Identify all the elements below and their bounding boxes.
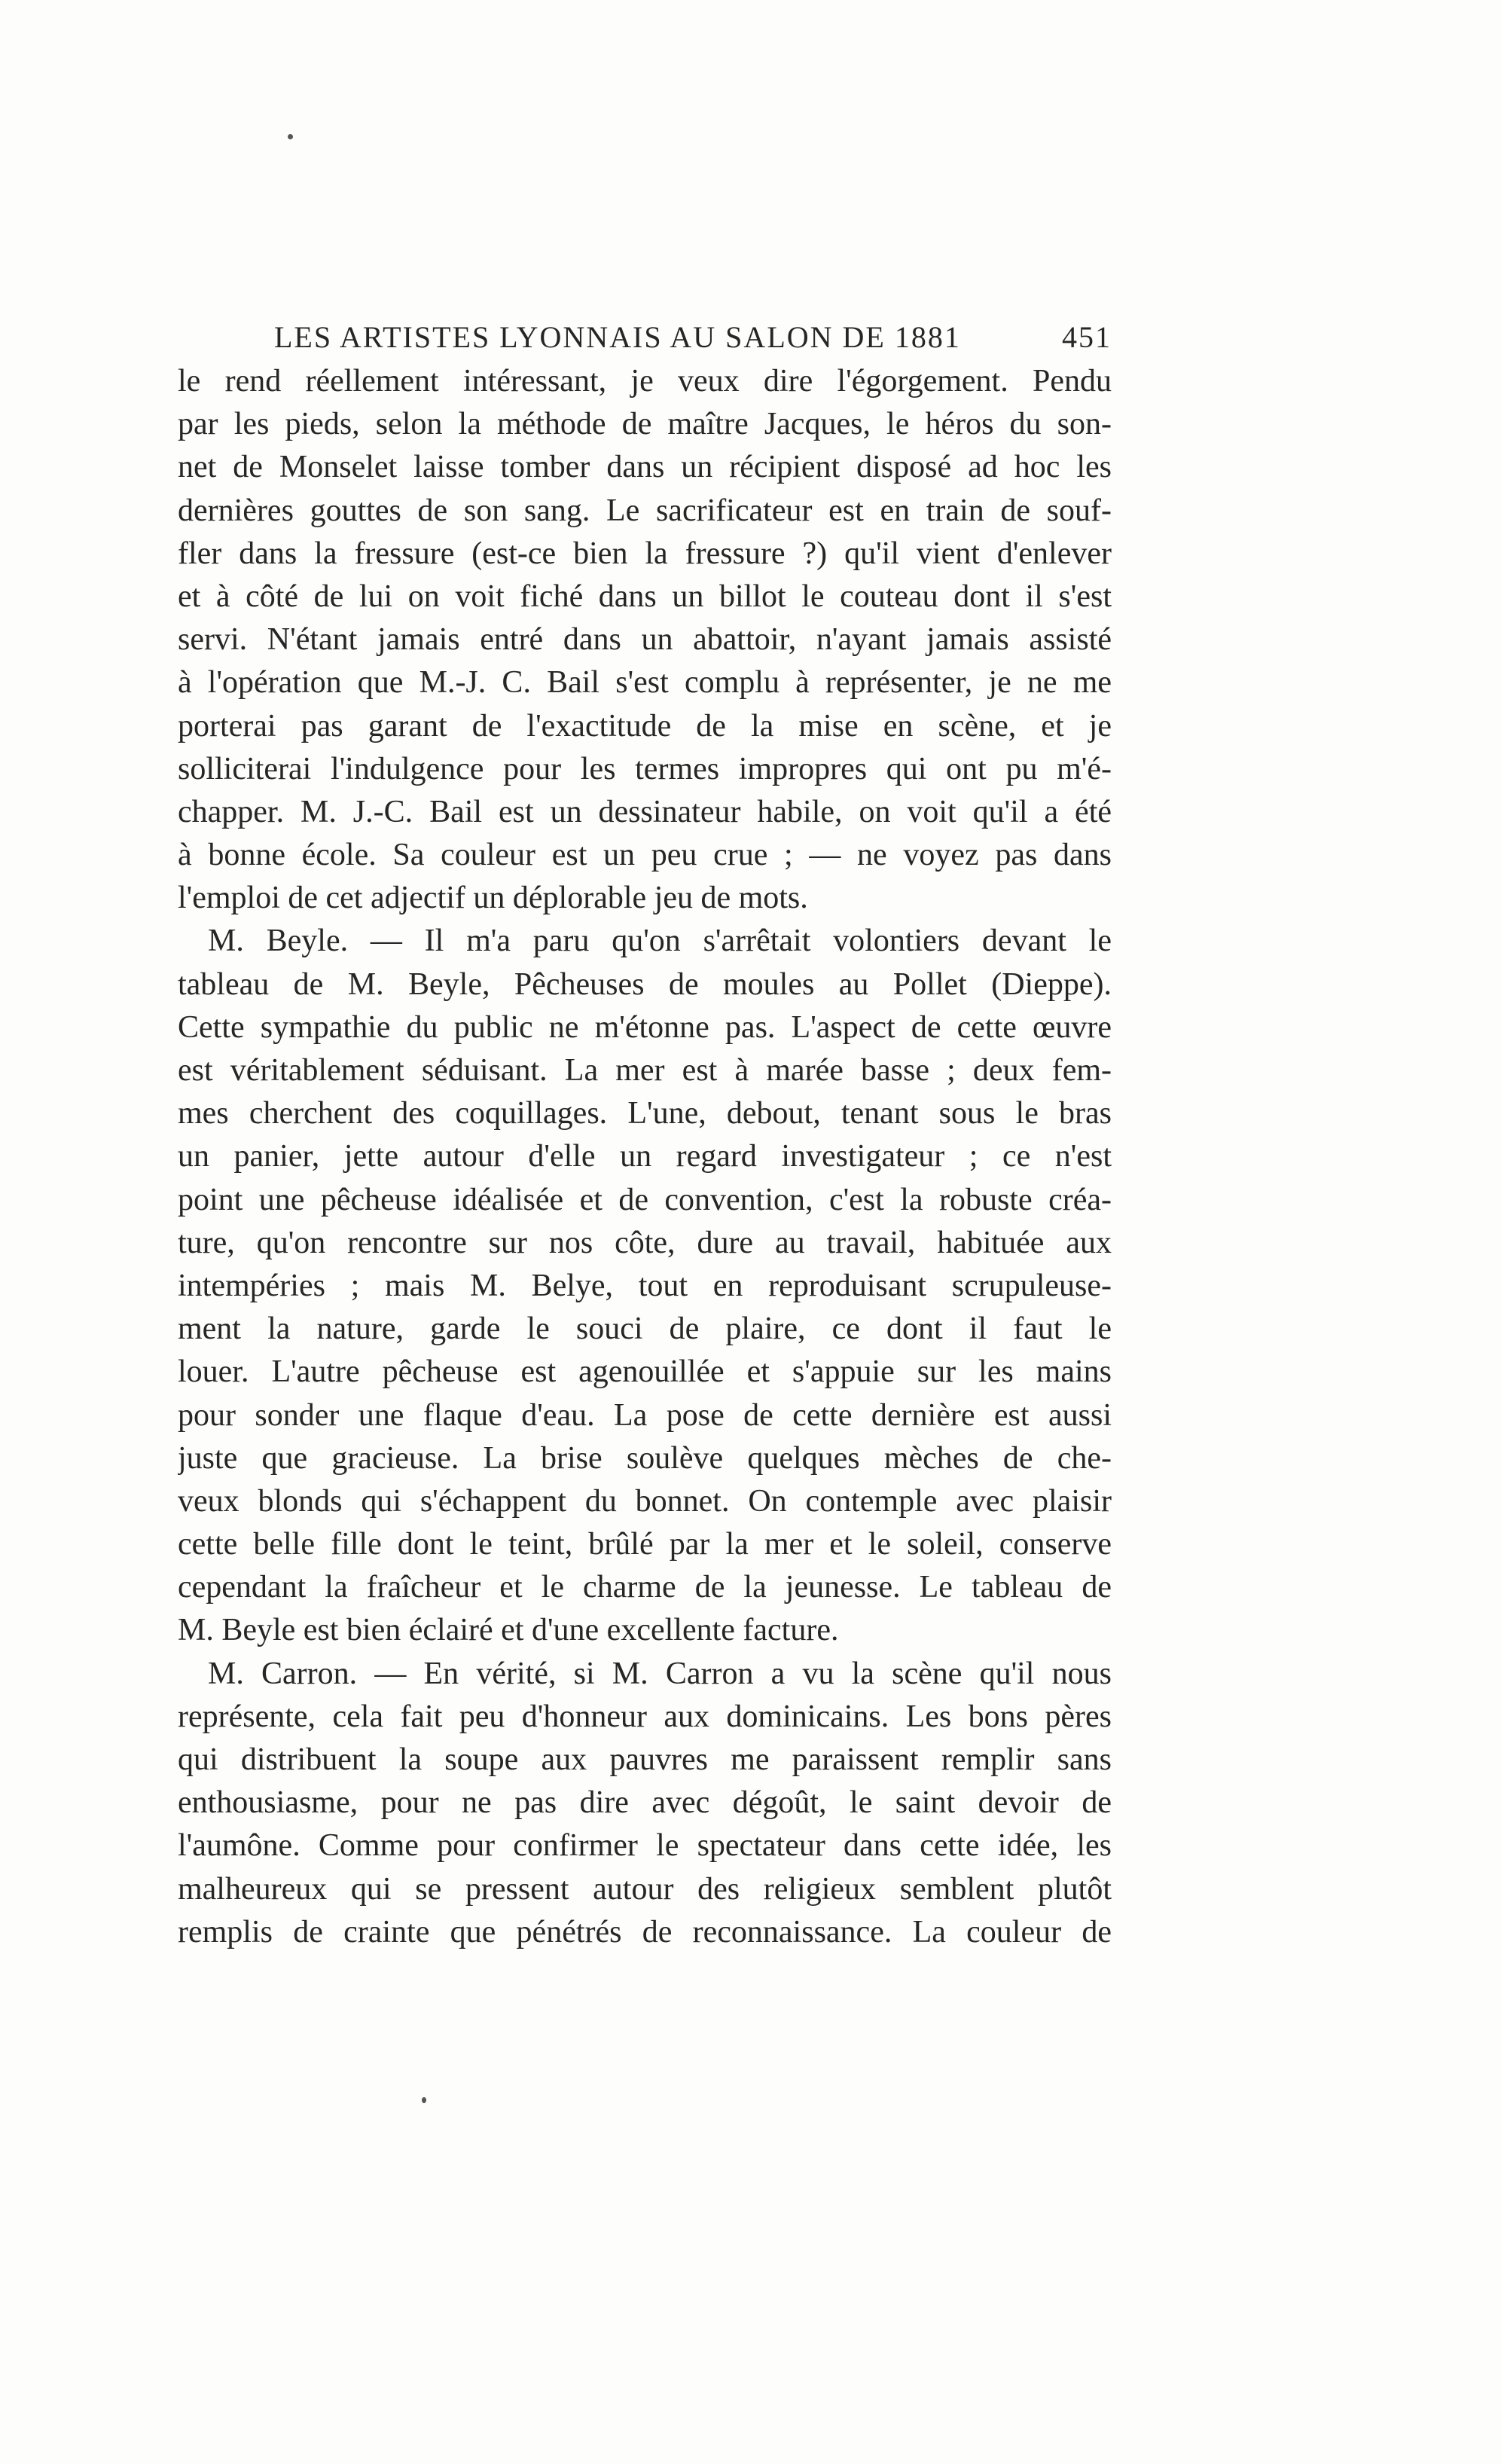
text-line: qui distribuent la soupe aux pauvres me paraissent remplir sans [178,1742,1112,1777]
page-number: 451 [1062,320,1112,354]
text-line: l'emploi de cet adjectif un déplorable jeu de mots. [178,881,808,916]
text-line: dernières gouttes de son sang. Le sacrificateur est en train de souf- [178,493,1112,528]
text-line: point une pêcheuse idéalisée et de convention, c'est la robuste créa- [178,1182,1112,1217]
text-line: intempéries ; mais M. Belye, tout en reproduisant scrupuleuse- [178,1268,1112,1303]
text-line: le rend réellement intéressant, je veux dire l'égorgement. Pendu [178,364,1112,398]
text-line: est véritablement séduisant. La mer est à marée basse ; deux fem- [178,1053,1112,1088]
body-text [178,360,1112,1954]
text-line: Cette sympathie du public ne m'étonne pas. L'aspect de cette œuvre [178,1009,1112,1045]
text-line: cependant la fraîcheur et le charme de la jeunesse. Le tableau de [178,1570,1112,1605]
text-line: net de Monselet laisse tomber dans un récipient disposé ad hoc les [178,450,1112,485]
paragraph-start-carron: M. Carron. — En vérité, si M. Carron a vu la scène qu'il nous [208,1656,1112,1691]
text-line: pour sonder une flaque d'eau. La pose de cette dernière est aussi [178,1397,1112,1433]
text-line: porterai pas garant de l'exactitude de la mise en scène, et je [178,708,1112,743]
text-line: M. Beyle est bien éclairé et d'une excellente facture. [178,1613,839,1648]
text-line: par les pieds, selon la méthode de maître Jacques, le héros du son- [178,407,1112,442]
text-line: cette belle fille dont le teint, brûlé par la mer et le soleil, conserve [178,1527,1112,1562]
text-line: à l'opération que M.-J. C. Bail s'est complu à représenter, je ne me [178,665,1112,701]
running-header [178,319,1112,365]
text-line: chapper. M. J.-C. Bail est un dessinateur habile, on voit qu'il a été [178,794,1112,829]
text-line: ture, qu'on rencontre sur nos côte, dure au travail, habituée aux [178,1225,1112,1260]
text-line: juste que gracieuse. La brise soulève quelques mèches de che- [178,1440,1112,1476]
text-line: représente, cela fait peu d'honneur aux dominicains. Les bons pères [178,1699,1112,1734]
print-speck [422,2097,426,2103]
text-line: malheureux qui se pressent autour des religieux semblent plutôt [178,1871,1112,1907]
print-speck [288,134,293,139]
text-line: remplis de crainte que pénétrés de reconnaissance. La couleur de [178,1914,1112,1950]
text-line: solliciterai l'indulgence pour les termes impropres qui ont pu m'é- [178,751,1112,786]
text-line: tableau de M. Beyle, Pêcheuses de moules au Pollet (Dieppe). [178,966,1112,1002]
text-line: et à côté de lui on voit fiché dans un billot le couteau dont il s'est [178,579,1112,614]
text-line: un panier, jette autour d'elle un regard investigateur ; ce n'est [178,1139,1112,1174]
text-line: fler dans la fressure (est-ce bien la fressure ?) qu'il vient d'enlever [178,536,1112,571]
text-line: louer. L'autre pêcheuse est agenouillée et s'appuie sur les mains [178,1354,1112,1390]
text-line: enthousiasme, pour ne pas dire avec dégoût, le saint devoir de [178,1785,1112,1821]
text-line: à bonne école. Sa couleur est un peu crue ; — ne voyez pas dans [178,838,1112,873]
paragraph-start-beyle: M. Beyle. — Il m'a paru qu'on s'arrêtait volontiers devant le [208,924,1112,959]
running-title: LES ARTISTES LYONNAIS AU SALON DE 1881 [274,320,961,354]
text-line: servi. N'étant jamais entré dans un abattoir, n'ayant jamais assisté [178,622,1112,658]
text-line: ment la nature, garde le souci de plaire, ce dont il faut le [178,1311,1112,1347]
text-line: l'aumône. Comme pour confirmer le spectateur dans cette idée, les [178,1828,1112,1864]
text-line: mes cherchent des coquillages. L'une, debout, tenant sous le bras [178,1096,1112,1131]
text-line: veux blonds qui s'échappent du bonnet. On contemple avec plaisir [178,1483,1112,1519]
